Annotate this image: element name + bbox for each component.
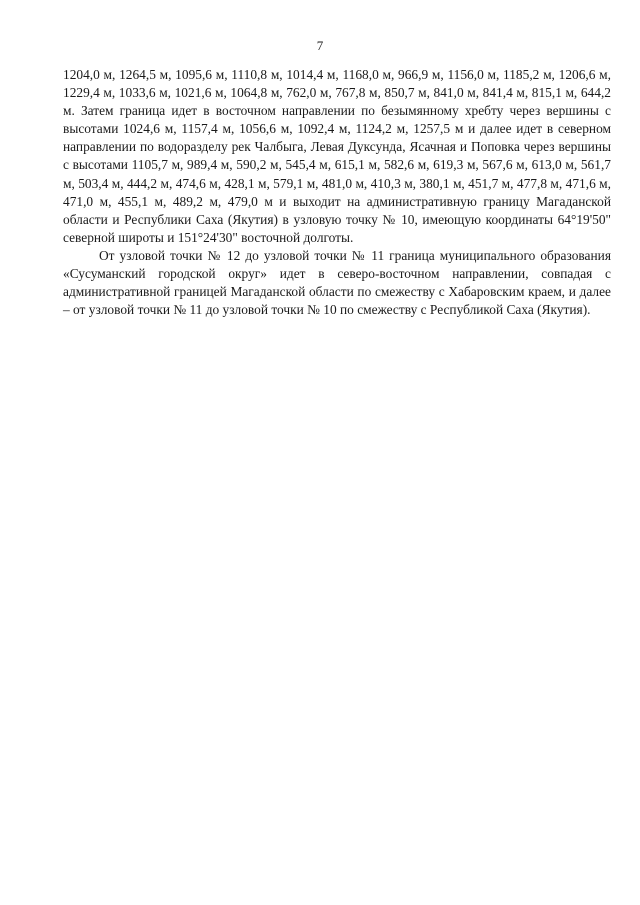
paragraph-boundary-nodes: От узловой точки № 12 до узловой точки № 11 граница муниципального образования «Сусуманский городской округ» идет в северо-восточном направлении, совпадая с административной границей Магаданской области по смежеству с Хабаровским краем, и далее – от узловой точки № 11 до узловой точки № 10 по смежеству с Республикой Саха (Якутия). xyxy=(63,247,611,318)
paragraph-boundary-description: 1204,0 м, 1264,5 м, 1095,6 м, 1110,8 м, 1014,4 м, 1168,0 м, 966,9 м, 1156,0 м, 1185,2 м, 1206,6 м, 1229,4 м, 1033,6 м, 1021,6 м, 1064,8 м, 762,0 м, 767,8 м, 850,7 м, 841,0 м, 841,4 м, 815,1 м, 644,2 м. Затем граница идет в восточном направлении по безымянному хребту через вершины с высотами 1024,6 м, 1157,4 м, 1056,6 м, 1092,4 м, 1124,2 м, 1257,5 м и далее идет в северном направлении по водоразделу рек Чалбыга, Левая Дуксунда, Ясачная и Поповка через вершины с высотами 1105,7 м, 989,4 м, 590,2 м, 545,4 м, 615,1 м, 582,6 м, 619,3 м, 567,6 м, 613,0 м, 561,7 м, 503,4 м, 444,2 м, 474,6 м, 428,1 м, 579,1 м, 481,0 м, 410,3 м, 380,1 м, 451,7 м, 477,8 м, 471,6 м, 471,0 м, 455,1 м, 489,2 м, 479,0 м и выходит на административную границу Магаданской области и Республики Саха (Якутия) в узловую точку № 10, имеющую координаты 64°19'50" северной широты и 151°24'30" восточной долготы. xyxy=(63,67,611,245)
page-number: 7 xyxy=(316,38,324,53)
document-body xyxy=(63,66,611,319)
